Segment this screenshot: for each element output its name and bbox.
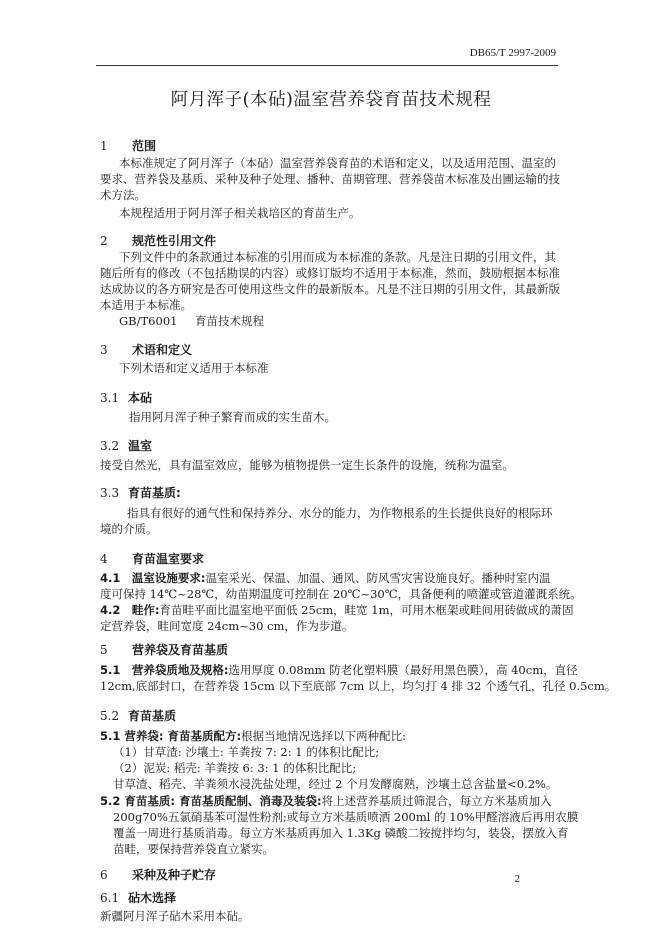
section-5-2-2-line3: 覆盖一周进行基质消毒。每立方米基质再加入 1.3Kg 磷酸二铵搅拌均匀，装袋，摆放入育 [113,826,569,840]
section-2-title: 规范性引用文件 [132,234,217,248]
section-3-1-text: 指用阿月浑子种子繁育而成的实生苗木。 [129,410,336,424]
section-3-intro: 下列术语和定义适用于本标准 [119,361,269,375]
section-3-2-title: 温室 [128,439,153,453]
reference-title: 育苗技术规程 [195,314,264,328]
section-4-2-label: 4.2 畦作: [100,603,160,617]
section-6-1-title: 砧木选择 [128,891,177,905]
section-5-2-title: 育苗基质 [128,709,177,723]
section-5-2-heading [100,707,176,724]
section-1-para1-line2: 要求、营养袋及基质、采种及种子处理、播种、苗期管理、营养袋苗木标准及出圃运输的技 [100,172,560,186]
section-5-2-2-text: 将上述营养基质过筛混合，每立方米基质加入 [321,794,552,808]
section-5-heading [100,641,228,658]
section-2-para-line2: 随后所有的修改（不包括勘误的内容）或修订版均不适用于本标准，然而，鼓励根据本标准 [100,266,560,280]
section-3-2-number: 3.2 [100,439,120,453]
section-5-2-1-line2: （1）甘草渣: 沙壤土: 羊粪按 7: 2: 1 的体积比配比; [113,745,380,759]
section-3-3-number: 3.3 [100,486,120,500]
section-6-1-text: 新疆阿月浑子砧木采用本砧。 [100,909,250,923]
section-1-para1-line3: 术方法。 [100,188,146,202]
section-6-1-number: 6.1 [100,891,120,905]
section-4-2-line1 [100,602,574,618]
section-5-title: 营养袋及育苗基质 [132,643,229,657]
section-2-number: 2 [100,234,108,248]
section-5-2-1-text: 根据当地情况选择以下两种配比: [241,729,406,743]
section-4-2-line2: 定营养袋，畦间宽度 24cm~30 cm，作为步道。 [100,619,354,633]
section-5-2-1-line4: 甘草渣、稻壳、羊粪须水浸洗盐处理，经过 2 个月发酵腐熟，沙壤土总含盐量<0.2%。 [113,777,558,791]
section-1-number: 1 [100,139,108,153]
section-4-1-text: 温室采光、保温、加温、通风、防风雪灾害设施良好。播种时室内温 [205,571,551,585]
section-3-3-line1: 指具有很好的通气性和保持养分、水分的能力，为作物根系的生长提供良好的根际环 [127,506,553,520]
section-3-3-heading [100,484,181,501]
section-3-title: 术语和定义 [132,343,193,357]
section-2-para-line1: 下列文件中的条款通过本标准的引用而成为本标准的条款。凡是注日期的引用文件，其 [119,250,556,264]
section-1-heading [100,137,156,154]
section-3-3-line2: 境的介质。 [100,522,158,536]
section-5-2-2-line4: 苗畦，要保持营养袋直立紧实。 [113,842,274,856]
section-3-2-heading [100,437,152,454]
section-1-title: 范围 [132,139,157,153]
section-5-2-1-line1 [100,728,406,744]
section-6-1-heading [100,889,176,906]
section-4-title: 育苗温室要求 [132,552,205,566]
section-5-1-line1 [100,662,578,678]
section-5-1-text: 选用厚度 0.08mm 防老化塑料膜（最好用黑色膜），高 40cm，直径 [228,663,578,677]
section-3-number: 3 [100,343,108,357]
section-5-2-2-line2: 200g70%五氯硝基苯可湿性粉剂;或每立方米基质喷洒 200ml 的 10%甲醛溶液后再用农膜 [113,810,579,824]
section-1-para1-line1: 本标准规定了阿月浑子（本砧）温室营养袋育苗的术语和定义，以及适用范围、温室的 [119,156,556,170]
section-3-heading [100,341,192,358]
document-title: 阿月浑子(本砧)温室营养袋育苗技术规程 [170,90,492,110]
section-5-2-2-label: 5.2 育苗基质: 育苗基质配制、消毒及装袋: [100,794,322,808]
section-3-1-title: 本砧 [128,391,153,405]
section-5-number: 5 [100,643,108,657]
section-5-2-2-line1 [100,793,552,809]
section-3-1-heading [100,389,152,406]
section-4-1-line2: 度可保持 14℃~28℃，幼苗期温度可控制在 20℃~30℃，具备便利的喷灌或管道灌溉系统。 [100,587,582,601]
section-6-number: 6 [100,868,108,882]
section-5-1-label: 5.1 营养袋质地及规格: [100,663,229,677]
section-2-para-line3: 达成协议的各方研究是否可使用这些文件的最新版本。凡是不注日期的引用文件，其最新版 [100,282,560,296]
section-5-2-1-line3: （2）泥炭: 稻壳: 羊粪按 6: 3: 1 的体积比配比; [113,761,357,775]
reference-code: GB/T6001 [119,314,178,328]
header-rule [96,65,558,66]
section-6-heading [100,866,216,883]
section-4-2-text: 育苗畦平面比温室地平面低 25cm，畦宽 1m，可用木框架或畦间用砖做成的萧固 [159,603,574,617]
standard-code: DB65/T 2997-2009 [469,47,556,59]
section-6-title: 采种及种子贮存 [132,868,217,882]
section-5-1-line2: 12cm,底部封口，在营养袋 15cm 以下至底部 7cm 以上，均匀打 4 排 32 个透气孔，孔径 0.5cm。 [100,679,617,693]
page-number: 2 [514,873,520,885]
section-4-1-line1 [100,570,550,586]
section-3-3-title: 育苗基质: [128,486,181,500]
section-5-2-1-label: 5.1 营养袋: 育苗基质配方: [100,729,242,743]
section-2-heading [100,232,216,249]
section-4-heading [100,550,204,567]
section-3-2-text: 接受自然光，具有温室效应，能够为植物提供一定生长条件的设施，统称为温室。 [100,458,514,472]
section-1-para2: 本规程适用于阿月浑子相关栽培区的育苗生产。 [119,206,361,220]
section-4-1-label: 4.1 温室设施要求: [100,571,206,585]
section-2-para-line4: 本适用于本标准。 [100,298,192,312]
section-5-2-number: 5.2 [100,709,120,723]
section-4-number: 4 [100,552,108,566]
section-3-1-number: 3.1 [100,391,120,405]
